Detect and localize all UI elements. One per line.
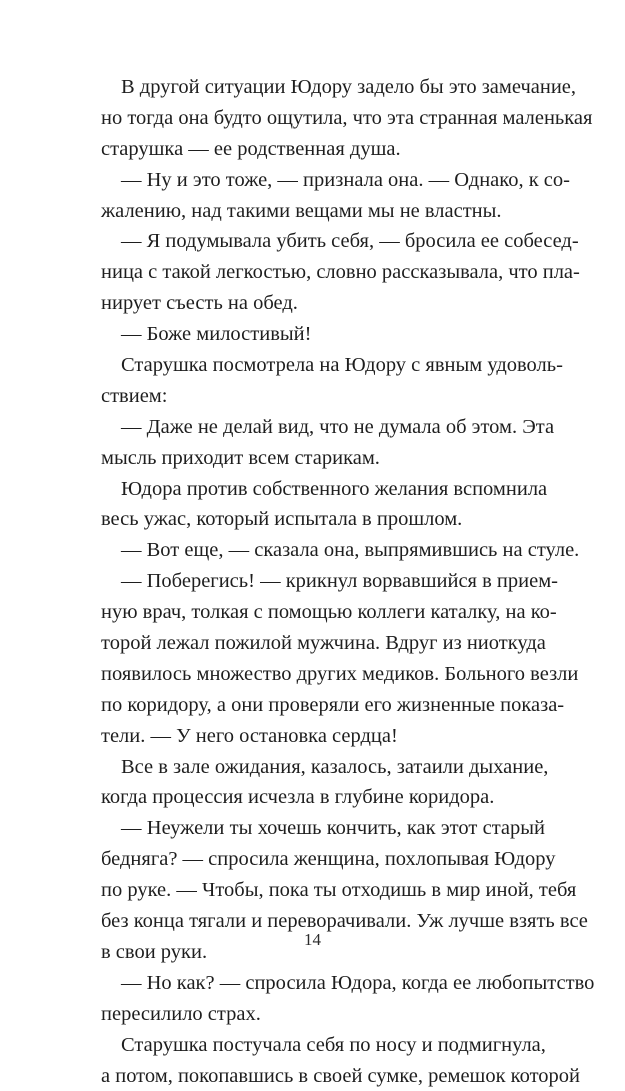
text-line: пересилило страх. [101,999,545,1030]
text-line: — Я подумывала убить себя, — бросила ее собесед- [101,226,545,257]
text-line: без конца тягали и переворачивали. Уж лучше взять все [101,906,545,937]
text-line: а потом, покопавшись в своей сумке, ремешок которой [101,1061,545,1091]
text-line: — Поберегись! — крикнул ворвавшийся в прием- [101,566,545,597]
text-line: — Но как? — спросила Юдора, когда ее любопытство [101,968,545,999]
text-line: когда процессия исчезла в глубине коридора. [101,782,545,813]
text-line: тели. — У него остановка сердца! [101,721,545,752]
text-line: нирует съесть на обед. [101,288,545,319]
text-line: ствием: [101,381,545,412]
text-line: Старушка посмотрела на Юдору с явным удоволь- [101,350,545,381]
text-line: весь ужас, который испытала в прошлом. [101,504,545,535]
text-line: — Даже не делай вид, что не думала об этом. Эта [101,412,545,443]
text-line: Юдора против собственного желания вспомнила [101,474,545,505]
text-line: бедняга? — спросила женщина, похлопывая Юдору [101,844,545,875]
text-line: но тогда она будто ощутила, что эта странная маленькая [101,103,545,134]
text-line: — Неужели ты хочешь кончить, как этот старый [101,813,545,844]
text-line: по коридору, а они проверяли его жизненные показа- [101,690,545,721]
text-line: ница с такой легкостью, словно рассказывала, что пла- [101,257,545,288]
text-line: торой лежал пожилой мужчина. Вдруг из ниоткуда [101,628,545,659]
text-line: Все в зале ожидания, казалось, затаили дыхание, [101,752,545,783]
text-line: — Ну и это тоже, — признала она. — Однако, к со- [101,165,545,196]
text-line: старушка — ее родственная душа. [101,134,545,165]
page-number: 14 [0,929,625,951]
text-line: появилось множество других медиков. Больного везли [101,659,545,690]
text-line: в свои руки. [101,937,545,968]
text-line: — Боже милостивый! [101,319,545,350]
text-line: Старушка постучала себя по носу и подмигнула, [101,1030,545,1061]
text-line: ную врач, толкая с помощью коллеги каталку, на ко- [101,597,545,628]
text-line: — Вот еще, — сказала она, выпрямившись на стуле. [101,535,545,566]
text-line: по руке. — Чтобы, пока ты отходишь в мир иной, тебя [101,875,545,906]
text-line: мысль приходит всем старикам. [101,443,545,474]
text-line: жалению, над такими вещами мы не властны. [101,196,545,227]
text-line: В другой ситуации Юдору задело бы это замечание, [101,72,545,103]
